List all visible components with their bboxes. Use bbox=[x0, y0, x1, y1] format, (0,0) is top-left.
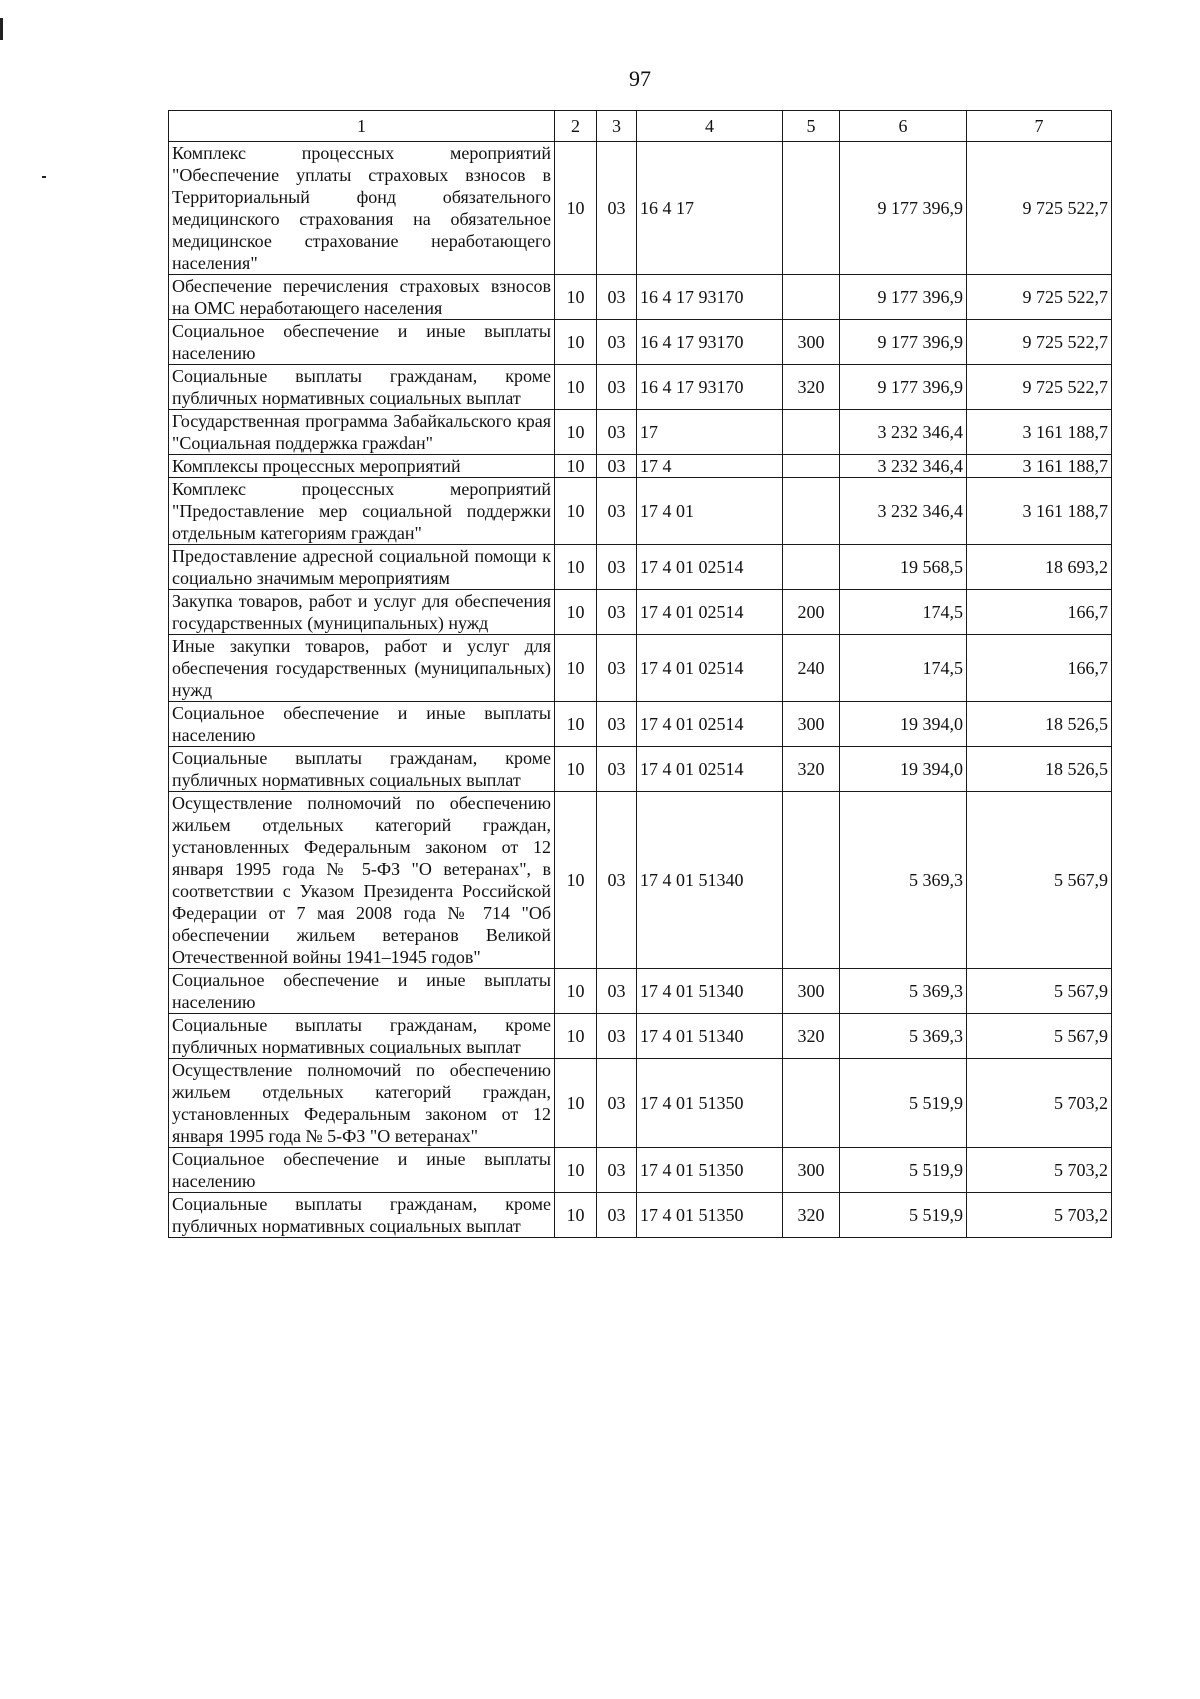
row-target-code: 17 4 01 02514 bbox=[637, 590, 783, 635]
row-subsection: 03 bbox=[597, 320, 637, 365]
row-target-code: 17 4 01 02514 bbox=[637, 747, 783, 792]
row-name: Закупка товаров, работ и услуг для обеспечения государственных (муниципальных) нужд bbox=[169, 590, 555, 635]
row-target-code: 17 bbox=[637, 410, 783, 455]
row-amount-col6: 5 519,9 bbox=[840, 1059, 967, 1148]
table-row bbox=[169, 969, 1112, 1014]
table-row bbox=[169, 455, 1112, 478]
row-amount-col6: 19 394,0 bbox=[840, 747, 967, 792]
row-amount-col6: 174,5 bbox=[840, 590, 967, 635]
row-section: 10 bbox=[555, 545, 597, 590]
row-target-code: 16 4 17 93170 bbox=[637, 275, 783, 320]
row-target-code: 17 4 01 02514 bbox=[637, 702, 783, 747]
row-expense-type: 240 bbox=[783, 635, 840, 702]
row-subsection: 03 bbox=[597, 142, 637, 275]
row-amount-col7: 18 693,2 bbox=[967, 545, 1112, 590]
row-amount-col7: 18 526,5 bbox=[967, 702, 1112, 747]
row-amount-col6: 174,5 bbox=[840, 635, 967, 702]
row-name: Социальные выплаты гражданам, кроме публичных нормативных социальных выплат bbox=[169, 747, 555, 792]
header-cell-1: 1 bbox=[169, 111, 555, 142]
row-name: Государственная программа Забайкальского края "Социальная поддержка гражdан" bbox=[169, 410, 555, 455]
row-amount-col6: 5 369,3 bbox=[840, 792, 967, 969]
row-name: Социальное обеспечение и иные выплаты населению bbox=[169, 702, 555, 747]
row-subsection: 03 bbox=[597, 590, 637, 635]
row-section: 10 bbox=[555, 365, 597, 410]
row-amount-col7: 5 703,2 bbox=[967, 1193, 1112, 1238]
row-target-code: 17 4 01 51340 bbox=[637, 1014, 783, 1059]
table-row bbox=[169, 1193, 1112, 1238]
row-amount-col7: 5 567,9 bbox=[967, 792, 1112, 969]
row-section: 10 bbox=[555, 590, 597, 635]
row-subsection: 03 bbox=[597, 635, 637, 702]
row-section: 10 bbox=[555, 747, 597, 792]
row-target-code: 17 4 01 51340 bbox=[637, 792, 783, 969]
budget-table bbox=[168, 110, 1112, 1238]
row-expense-type: 320 bbox=[783, 747, 840, 792]
row-subsection: 03 bbox=[597, 1148, 637, 1193]
row-amount-col6: 5 369,3 bbox=[840, 1014, 967, 1059]
row-name: Комплексы процессных мероприятий bbox=[169, 455, 555, 478]
row-subsection: 03 bbox=[597, 702, 637, 747]
row-amount-col7: 166,7 bbox=[967, 590, 1112, 635]
row-section: 10 bbox=[555, 1148, 597, 1193]
row-expense-type: 320 bbox=[783, 1193, 840, 1238]
row-target-code: 17 4 01 51350 bbox=[637, 1059, 783, 1148]
row-subsection: 03 bbox=[597, 1059, 637, 1148]
row-amount-col6: 19 568,5 bbox=[840, 545, 967, 590]
row-amount-col7: 166,7 bbox=[967, 635, 1112, 702]
row-amount-col7: 9 725 522,7 bbox=[967, 320, 1112, 365]
row-name: Социальные выплаты гражданам, кроме публичных нормативных социальных выплат bbox=[169, 365, 555, 410]
table-row bbox=[169, 1148, 1112, 1193]
row-subsection: 03 bbox=[597, 455, 637, 478]
row-amount-col6: 9 177 396,9 bbox=[840, 275, 967, 320]
row-subsection: 03 bbox=[597, 410, 637, 455]
row-subsection: 03 bbox=[597, 792, 637, 969]
row-section: 10 bbox=[555, 275, 597, 320]
row-expense-type bbox=[783, 410, 840, 455]
row-target-code: 17 4 bbox=[637, 455, 783, 478]
row-amount-col7: 5 703,2 bbox=[967, 1148, 1112, 1193]
row-name: Комплекс процессных мероприятий "Обеспечение уплаты страховых взносов в Территориальный фонд обязательного медицинского страхования на обязательное медицинское страхование неработающего населения" bbox=[169, 142, 555, 275]
row-expense-type bbox=[783, 545, 840, 590]
row-subsection: 03 bbox=[597, 1014, 637, 1059]
row-target-code: 16 4 17 93170 bbox=[637, 365, 783, 410]
row-name: Социальное обеспечение и иные выплаты населению bbox=[169, 320, 555, 365]
row-amount-col6: 5 369,3 bbox=[840, 969, 967, 1014]
table-row bbox=[169, 320, 1112, 365]
row-expense-type: 300 bbox=[783, 702, 840, 747]
header-row bbox=[169, 111, 1112, 142]
scan-edge-mark bbox=[0, 18, 3, 40]
row-expense-type: 320 bbox=[783, 365, 840, 410]
row-name: Обеспечение перечисления страховых взносов на ОМС неработающего населения bbox=[169, 275, 555, 320]
row-section: 10 bbox=[555, 478, 597, 545]
row-target-code: 17 4 01 51350 bbox=[637, 1148, 783, 1193]
row-name: Социальное обеспечение и иные выплаты населению bbox=[169, 1148, 555, 1193]
row-amount-col6: 5 519,9 bbox=[840, 1193, 967, 1238]
row-subsection: 03 bbox=[597, 275, 637, 320]
table-row bbox=[169, 410, 1112, 455]
row-name: Социальное обеспечение и иные выплаты населению bbox=[169, 969, 555, 1014]
row-expense-type: 300 bbox=[783, 320, 840, 365]
table-row bbox=[169, 275, 1112, 320]
row-section: 10 bbox=[555, 142, 597, 275]
row-amount-col6: 9 177 396,9 bbox=[840, 142, 967, 275]
row-expense-type bbox=[783, 1059, 840, 1148]
row-amount-col6: 9 177 396,9 bbox=[840, 365, 967, 410]
row-amount-col6: 3 232 346,4 bbox=[840, 478, 967, 545]
header-cell-3: 3 bbox=[597, 111, 637, 142]
row-section: 10 bbox=[555, 1014, 597, 1059]
row-target-code: 17 4 01 51340 bbox=[637, 969, 783, 1014]
row-subsection: 03 bbox=[597, 747, 637, 792]
row-name: Осуществление полномочий по обеспечению жильем отдельных категорий граждан, установленных Федеральным законом от 12 января 1995 года № 5-ФЗ "О ветеранах" bbox=[169, 1059, 555, 1148]
row-amount-col7: 5 567,9 bbox=[967, 1014, 1112, 1059]
row-amount-col6: 3 232 346,4 bbox=[840, 455, 967, 478]
header-cell-5: 5 bbox=[783, 111, 840, 142]
row-name: Осуществление полномочий по обеспечению жильем отдельных категорий граждан, установленных Федеральным законом от 12 января 1995 года № 5-ФЗ "О ветеранах", в соответствии с Указом Президента Российской Федерации от 7 мая 2008 года № 714 "Об обеспечении жильем ветеранов Великой Отечественной войны 1941–1945 годов" bbox=[169, 792, 555, 969]
row-expense-type bbox=[783, 478, 840, 545]
row-amount-col7: 3 161 188,7 bbox=[967, 455, 1112, 478]
row-amount-col7: 5 703,2 bbox=[967, 1059, 1112, 1148]
row-section: 10 bbox=[555, 1059, 597, 1148]
row-name: Предоставление адресной социальной помощи к социально значимым мероприятиям bbox=[169, 545, 555, 590]
row-subsection: 03 bbox=[597, 969, 637, 1014]
header-cell-2: 2 bbox=[555, 111, 597, 142]
table-row bbox=[169, 747, 1112, 792]
row-amount-col7: 3 161 188,7 bbox=[967, 410, 1112, 455]
row-amount-col6: 19 394,0 bbox=[840, 702, 967, 747]
table-row bbox=[169, 590, 1112, 635]
page-number: 97 bbox=[629, 66, 651, 91]
row-expense-type: 300 bbox=[783, 1148, 840, 1193]
row-amount-col6: 5 519,9 bbox=[840, 1148, 967, 1193]
table-row bbox=[169, 635, 1112, 702]
row-target-code: 16 4 17 bbox=[637, 142, 783, 275]
row-amount-col7: 3 161 188,7 bbox=[967, 478, 1112, 545]
row-section: 10 bbox=[555, 969, 597, 1014]
row-amount-col7: 9 725 522,7 bbox=[967, 365, 1112, 410]
row-amount-col7: 18 526,5 bbox=[967, 747, 1112, 792]
row-target-code: 17 4 01 02514 bbox=[637, 635, 783, 702]
row-expense-type: 200 bbox=[783, 590, 840, 635]
row-expense-type bbox=[783, 792, 840, 969]
row-target-code: 17 4 01 51350 bbox=[637, 1193, 783, 1238]
row-expense-type: 300 bbox=[783, 969, 840, 1014]
row-section: 10 bbox=[555, 635, 597, 702]
header-cell-4: 4 bbox=[637, 111, 783, 142]
row-amount-col7: 9 725 522,7 bbox=[967, 275, 1112, 320]
row-subsection: 03 bbox=[597, 478, 637, 545]
row-expense-type bbox=[783, 455, 840, 478]
header-cell-7: 7 bbox=[967, 111, 1112, 142]
row-section: 10 bbox=[555, 702, 597, 747]
table-row bbox=[169, 545, 1112, 590]
row-expense-type bbox=[783, 275, 840, 320]
row-amount-col6: 9 177 396,9 bbox=[840, 320, 967, 365]
row-subsection: 03 bbox=[597, 545, 637, 590]
row-amount-col6: 3 232 346,4 bbox=[840, 410, 967, 455]
table-row bbox=[169, 1059, 1112, 1148]
row-amount-col7: 9 725 522,7 bbox=[967, 142, 1112, 275]
row-expense-type bbox=[783, 142, 840, 275]
scan-speck bbox=[42, 176, 46, 178]
row-subsection: 03 bbox=[597, 1193, 637, 1238]
table-row bbox=[169, 142, 1112, 275]
row-target-code: 17 4 01 bbox=[637, 478, 783, 545]
table-row bbox=[169, 1014, 1112, 1059]
row-section: 10 bbox=[555, 455, 597, 478]
row-section: 10 bbox=[555, 792, 597, 969]
row-target-code: 17 4 01 02514 bbox=[637, 545, 783, 590]
table-row bbox=[169, 365, 1112, 410]
row-section: 10 bbox=[555, 1193, 597, 1238]
table-row bbox=[169, 702, 1112, 747]
row-section: 10 bbox=[555, 320, 597, 365]
header-cell-6: 6 bbox=[840, 111, 967, 142]
table-row bbox=[169, 478, 1112, 545]
row-amount-col7: 5 567,9 bbox=[967, 969, 1112, 1014]
row-expense-type: 320 bbox=[783, 1014, 840, 1059]
row-subsection: 03 bbox=[597, 365, 637, 410]
row-name: Иные закупки товаров, работ и услуг для обеспечения государственных (муниципальных) нужд bbox=[169, 635, 555, 702]
table-row bbox=[169, 792, 1112, 969]
row-name: Социальные выплаты гражданам, кроме публичных нормативных социальных выплат bbox=[169, 1014, 555, 1059]
row-target-code: 16 4 17 93170 bbox=[637, 320, 783, 365]
row-name: Социальные выплаты гражданам, кроме публичных нормативных социальных выплат bbox=[169, 1193, 555, 1238]
row-name: Комплекс процессных мероприятий "Предоставление мер социальной поддержки отдельным категориям граждан" bbox=[169, 478, 555, 545]
row-section: 10 bbox=[555, 410, 597, 455]
